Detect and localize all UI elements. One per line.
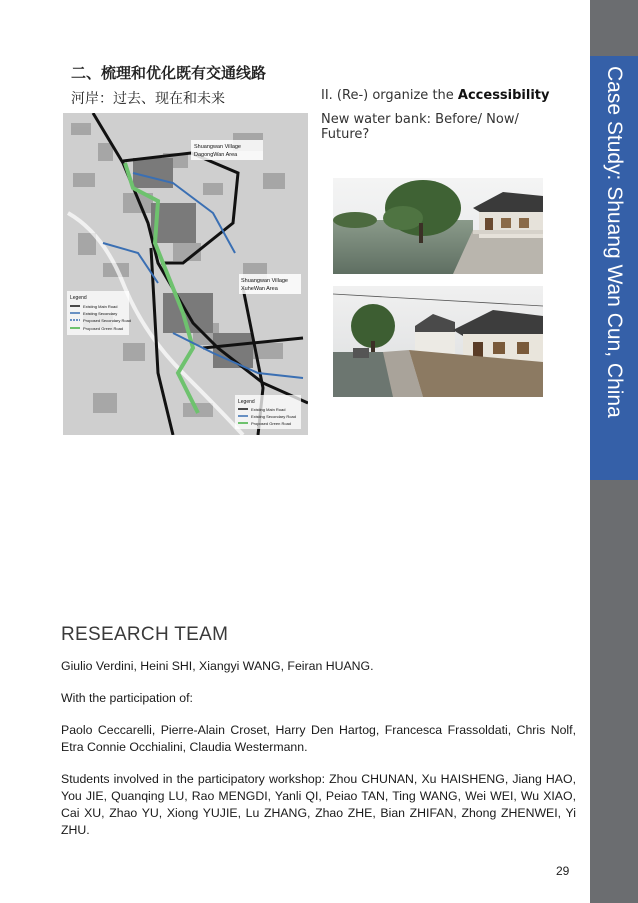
map-legend-item: Proposed Green Road (83, 326, 124, 331)
map-label-area-mid: XuheWan Area (241, 286, 278, 292)
map-legend-title: Legend (70, 295, 87, 301)
map-legend2-item: Proposed Green Road (251, 421, 292, 426)
map-legend2-title: Legend (238, 399, 255, 405)
map-legend-item: Existing Main Road (83, 304, 118, 309)
map-legend-item: Proposed Secondary Road (83, 318, 132, 323)
slide-english-title-bold: Accessibility (457, 88, 550, 103)
participation-label: With the participation of: (61, 691, 193, 705)
page-number: 29 (556, 864, 570, 878)
river-bank-photo-top (333, 178, 543, 274)
slide-english-title (321, 88, 550, 103)
sidebar-title: Case Study: Shuang Wan Cun, China (603, 66, 626, 418)
participants-list: Paolo Ceccarelli, Pierre-Alain Croset, Harry Den Hartog, Francesca Frassoldati, Chris Nolf, Etra Connie Occhialini, Claudia Westermann. (61, 723, 576, 754)
research-team-heading: RESEARCH TEAM (61, 624, 229, 645)
students-list: Students involved in the participatory workshop: Zhou CHUNAN, Xu HAISHENG, Jiang HAO, You JIE, Quanqing LU, Rao MENGDI, Yanli QI, Peiao TAN, Ting WANG, Wei WEI, Wu XIAO, Cai XU, Zhao YU, Xiong YUJIE, Lu ZHANG, Zhao ZHE, Bian ZHIFAN, Zhong ZHENWEI, Yi ZHU. (61, 772, 576, 837)
river-bank-photo-bottom (333, 286, 543, 397)
map-legend2-item: Existing Main Road (251, 407, 286, 412)
map-legend2-item: Existing Secondary Road (251, 414, 296, 419)
map-label-village-mid: Shuangwan Village (241, 278, 288, 284)
slide-chinese-subtitle: 河岸：过去、现在和未来 (71, 91, 225, 107)
map-label-area-top: DagongWan Area (194, 152, 238, 158)
site-plan-map (63, 113, 308, 435)
embedded-slide (63, 50, 568, 435)
research-team-members: Giulio Verdini, Heini SHI, Xiangyi WANG, Feiran HUANG. (61, 659, 374, 673)
slide-chinese-title: 二、梳理和优化既有交通线路 (71, 64, 267, 82)
map-label-village-top: Shuangwan Village (194, 144, 241, 150)
slide-english-title-prefix: II. (Re-) organize the (321, 88, 458, 103)
slide-english-subtitle: New water bank: Before/ Now/ Future? (321, 112, 519, 142)
map-legend-item: Existing Secondary (83, 311, 118, 316)
